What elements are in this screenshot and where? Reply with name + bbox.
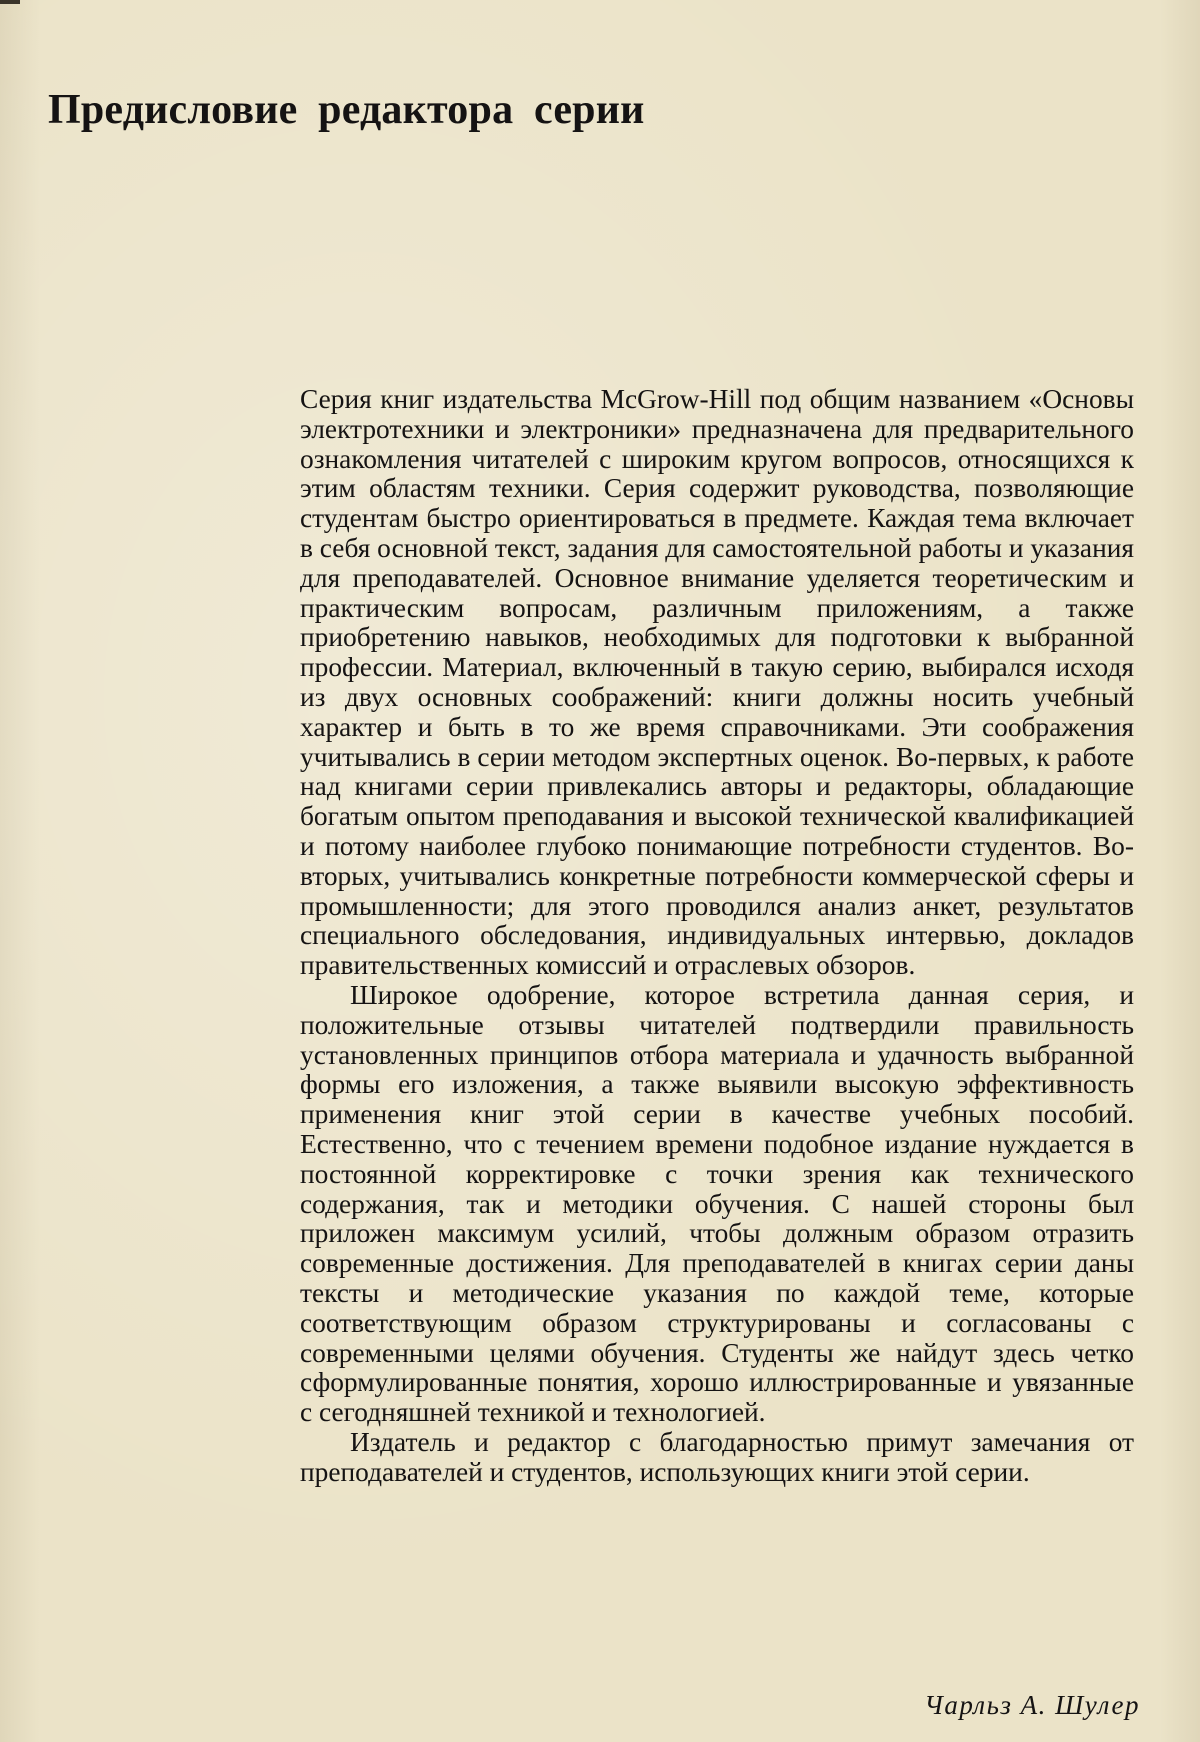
preface-body: [300, 385, 1134, 1487]
author-signature: Чарльз А. Шулер: [924, 1690, 1140, 1720]
paragraph-3: Издатель и редактор с благодарностью примут замечания от преподавателей и студентов, использующих книги этой серии.: [300, 1426, 1134, 1487]
page-title: Предисловие редактора серии: [48, 87, 645, 133]
scan-edge-mark: [0, 0, 20, 4]
paragraph-1: Серия книг издательства McGrow-Hill под общим названием «Основы электротехники и электроники» предназначена для предварительного ознакомления читателей с широким кругом вопросов, относящихся к этим областям техники. Серия содержит руководства, позволяющие студентам быстро ориентироваться в предмете. Каждая тема включает в себя основной текст, задания для самостоятельной работы и указания для преподавателей. Основное внимание уделяется теоретическим и практическим вопросам, различным приложениям, а также приобретению навыков, необходимых для подготовки к выбранной профессии. Материал, включенный в такую серию, выбирался исходя из двух основных соображений: книги должны носить учебный характер и быть в то же время справочниками. Эти соображения учитывались в серии методом экспертных оценок. Во-первых, к работе над книгами серии привлекались авторы и редакторы, обладающие богатым опытом преподавания и высокой технической квалификацией и потому наиболее глубоко понимающие потребности студентов. Во-вторых, учитывались конкретные потребности коммерческой сферы и промышленности; для этого проводился анализ анкет, результатов специального обследования, индивидуальных интервью, докладов правительственных комиссий и отраслевых обзоров.: [300, 384, 1134, 981]
paragraph-2: Широкое одобрение, которое встретила данная серия, и положительные отзывы читателей подтвердили правильность установленных принципов отбора материала и удачность выбранной формы его изложения, а также выявили высокую эффективность применения книг этой серии в качестве учебных пособий. Естественно, что с течением времени подобное издание нуждается в постоянной корректировке с точки зрения как технического содержания, так и методики обучения. С нашей стороны был приложен максимум усилий, чтобы должным образом отразить современные достижения. Для преподавателей в книгах серии даны тексты и методические указания по каждой теме, которые соответствующим образом структурированы и согласованы с современными целями обучения. Студенты же найдут здесь четко сформулированные понятия, хорошо иллюстрированные и увязанные с сегодняшней техникой и технологией.: [300, 979, 1134, 1428]
